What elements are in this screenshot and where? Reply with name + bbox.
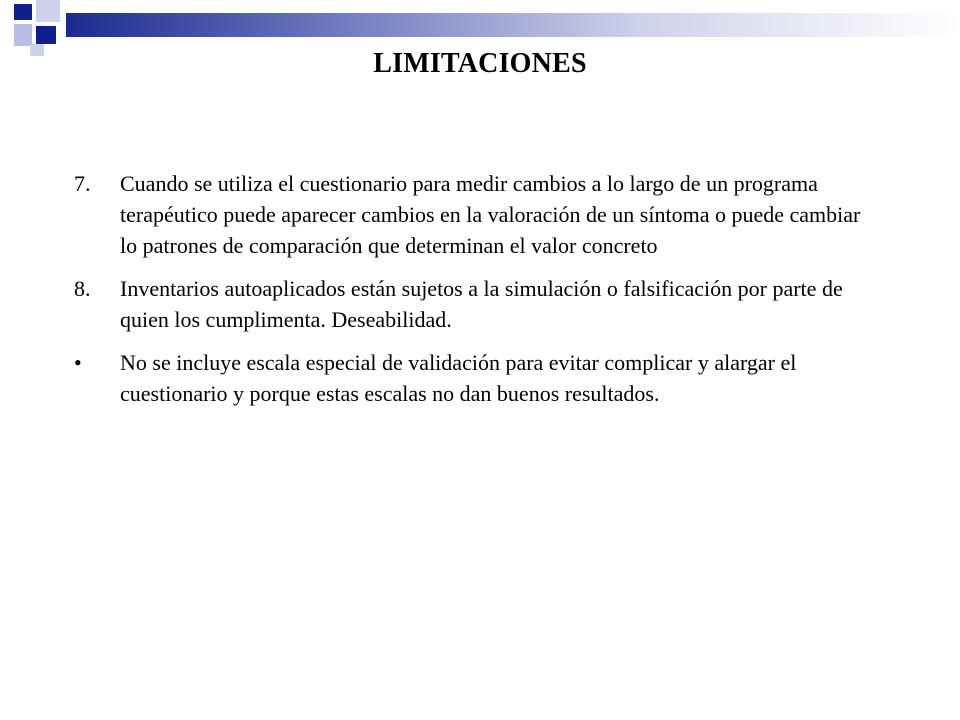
deco-square (14, 24, 32, 46)
list-marker: 8. (74, 276, 91, 301)
gradient-bar (66, 13, 960, 37)
list-item (74, 347, 864, 409)
deco-square (14, 4, 32, 20)
limitations-list (74, 168, 864, 421)
deco-square (36, 0, 60, 22)
list-item (74, 273, 864, 335)
list-bullet: • (74, 350, 82, 375)
list-item-text: Cuando se utiliza el cuestionario para medir cambios a lo largo de un programa terapéutico puede aparecer cambios en la valoración de un síntoma o puede cambiar lo patrones de comparación que determinan el valor concreto (120, 171, 861, 258)
list-item-text: Inventarios autoaplicados están sujetos a la simulación o falsificación por parte de quien los cumplimenta. Deseabilidad. (120, 276, 843, 332)
list-item (74, 168, 864, 261)
deco-square (36, 26, 56, 44)
slide-title: LIMITACIONES (373, 48, 587, 79)
list-marker: 7. (74, 171, 91, 196)
list-item-text: No se incluye escala especial de validación para evitar complicar y alargar el cuestionario y porque estas escalas no dan buenos resultados. (120, 350, 797, 406)
